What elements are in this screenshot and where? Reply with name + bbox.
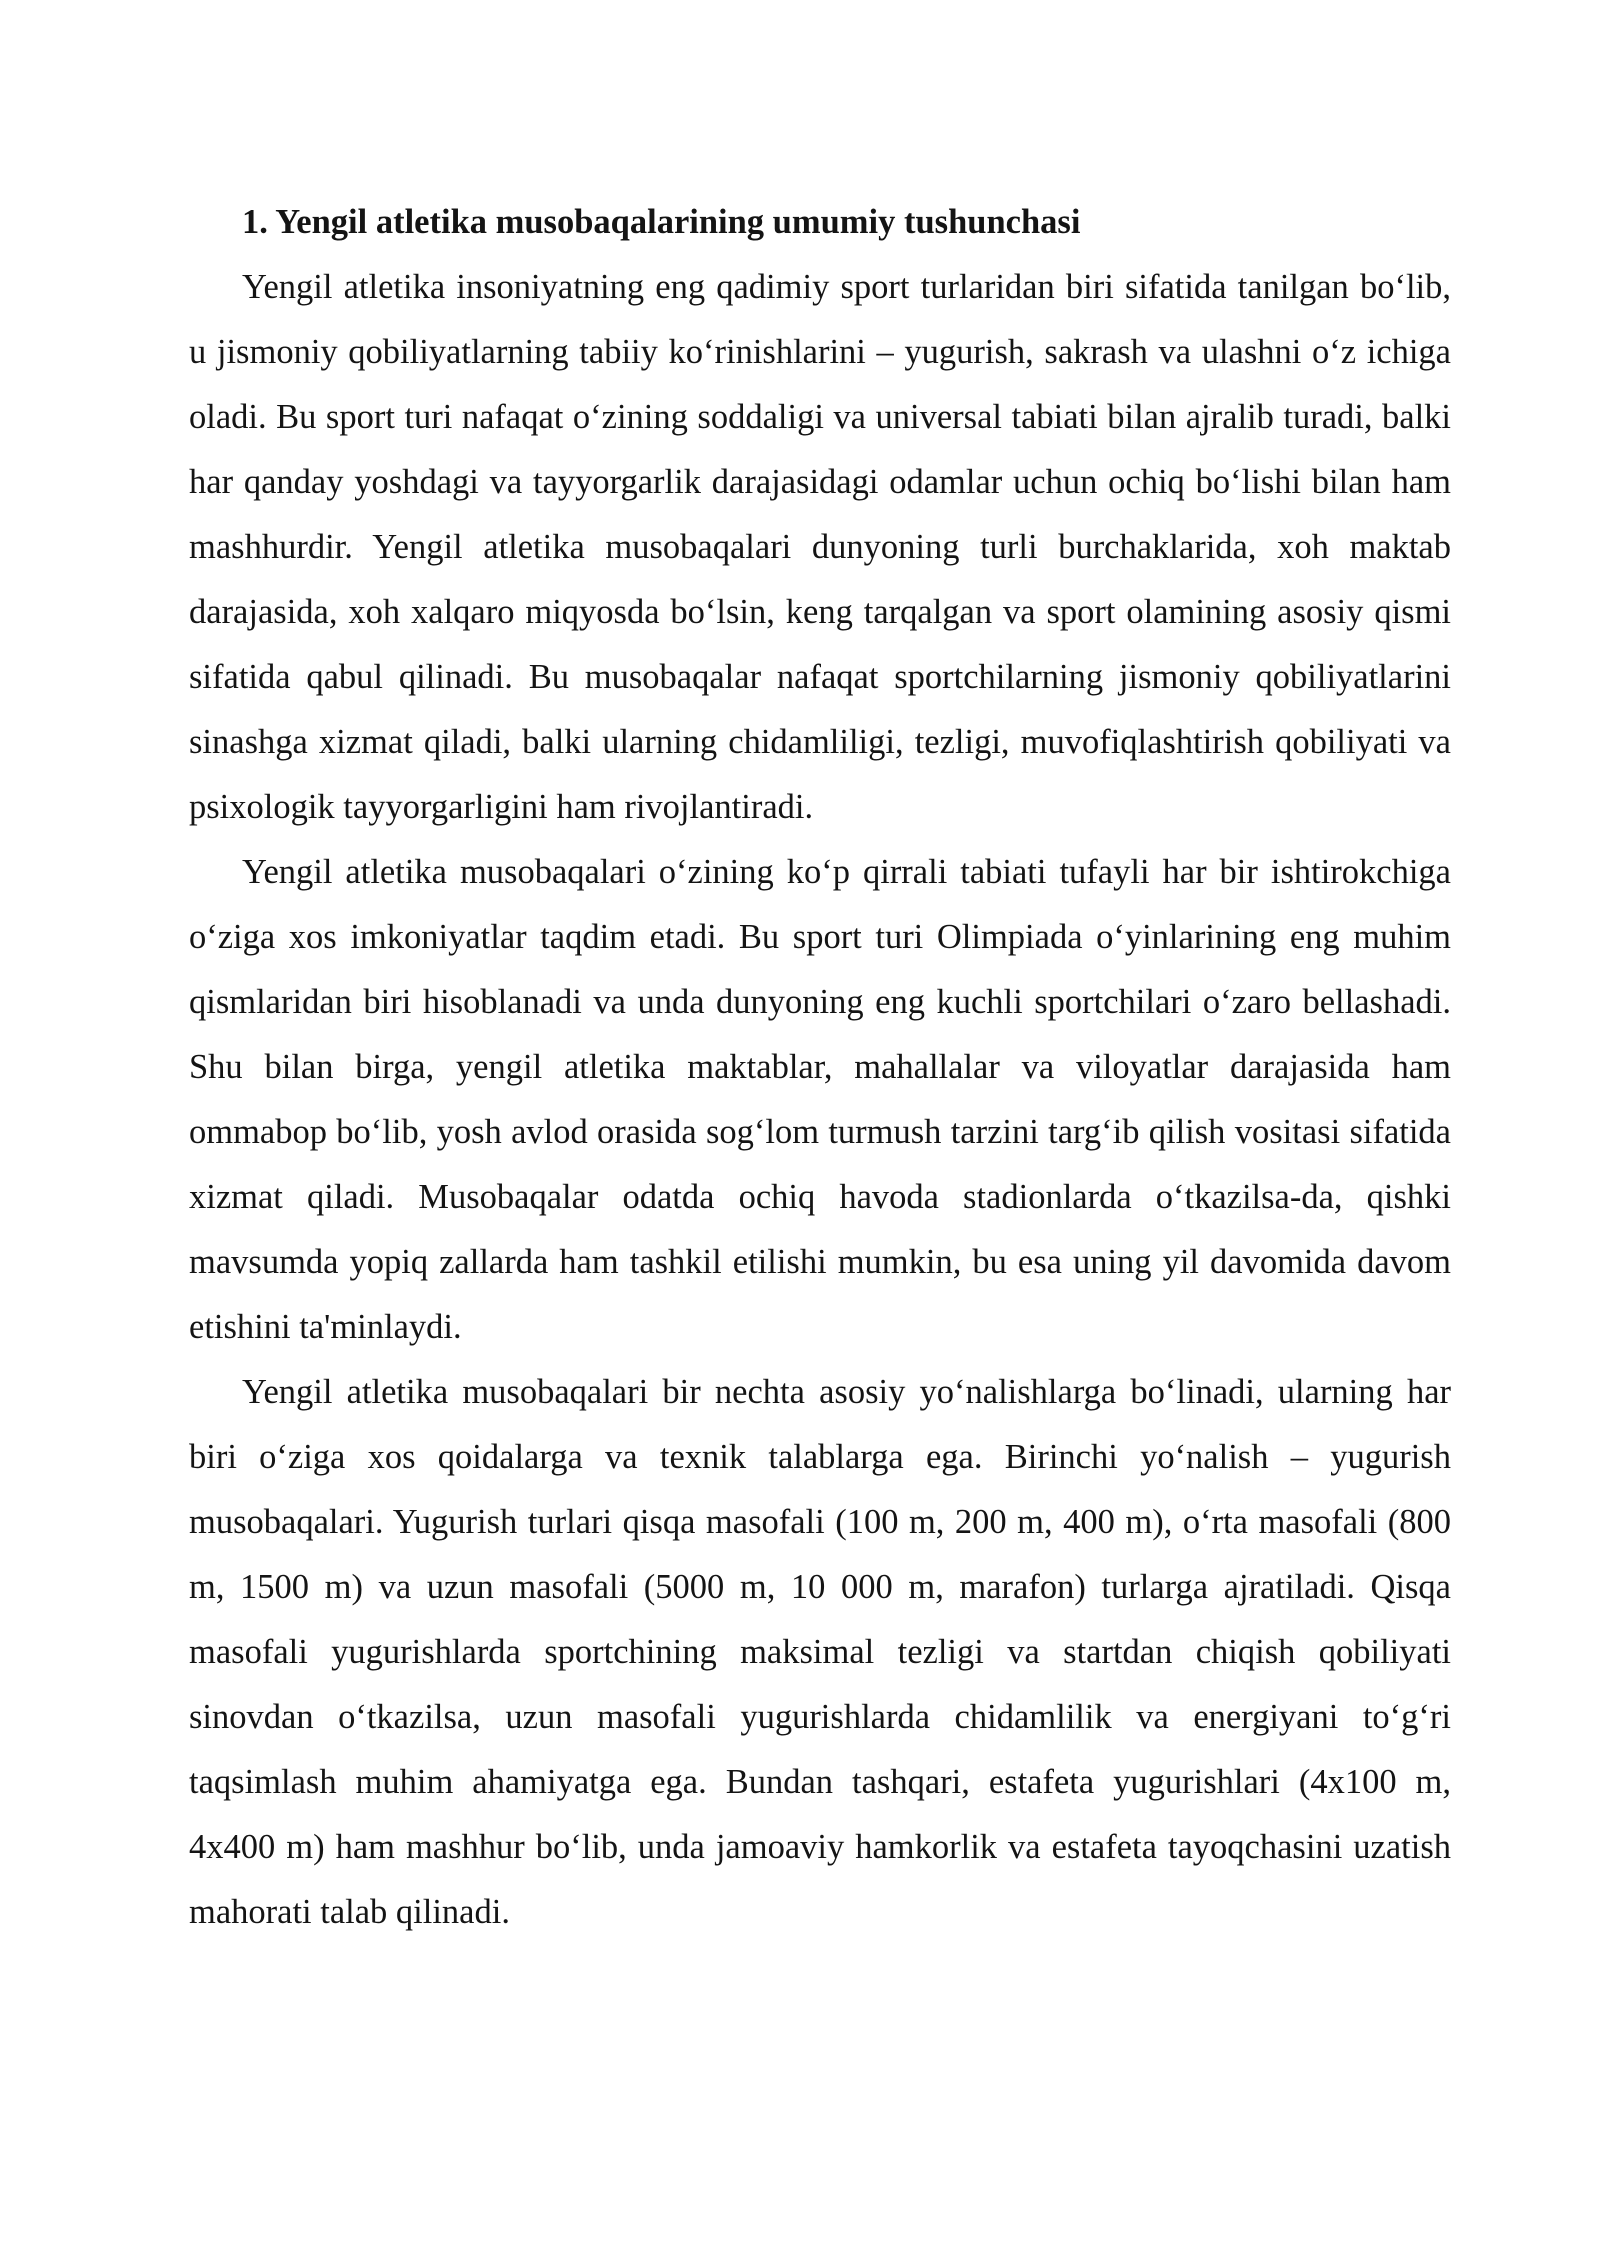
section-heading: 1. Yengil atletika musobaqalarining umumiy tushunchasi — [242, 203, 1081, 241]
document-body — [189, 190, 1451, 1945]
paragraph-3: Yengil atletika musobaqalari bir nechta asosiy yo‘nalishlarga bo‘linadi, ularning har biri o‘ziga xos qoidalarga va texnik talablarga ega. Birinchi yo‘nalish – yugurish musobaqalari. Yugurish turlari qisqa masofali (100 m, 200 m, 400 m), o‘rta masofali (800 m, 1500 m) va uzun masofali (5000 m, 10 000 m, marafon) turlarga ajratiladi. Qisqa masofali yugurishlarda sportchining maksimal tezligi va startdan chiqish qobiliyati sinovdan o‘tkazilsa, uzun masofali yugurishlarda chidamlilik va energiyani to‘g‘ri taqsimlash muhim ahamiyatga ega. Bundan tashqari, estafeta yugurishlari (4x100 m, 4x400 m) ham mashhur bo‘lib, unda jamoaviy hamkorlik va estafeta tayoqchasini uzatish mahorati talab qilinadi. — [189, 1373, 1451, 1931]
paragraph-1: Yengil atletika insoniyatning eng qadimiy sport turlaridan biri sifatida tanilgan bo‘lib, u jismoniy qobiliyatlarning tabiiy ko‘rinishlarini – yugurish, sakrash va ulashni o‘z ichiga oladi. Bu sport turi nafaqat o‘zining soddaligi va universal tabiati bilan ajralib turadi, balki har qanday yoshdagi va tayyorgarlik darajasidagi odamlar uchun ochiq bo‘lishi bilan ham mashhurdir. Yengil atletika musobaqalari dunyoning turli burchaklarida, xoh maktab darajasida, xoh xalqaro miqyosda bo‘lsin, keng tarqalgan va sport olamining asosiy qismi sifatida qabul qilinadi. Bu musobaqalar nafaqat sportchilarning jismoniy qobiliyatlarini sinashga xizmat qiladi, balki ularning chidamliligi, tezligi, muvofiqlashtirish qobiliyati va psixologik tayyorgarligini ham rivojlantiradi. — [189, 268, 1451, 826]
paragraph-2: Yengil atletika musobaqalari o‘zining ko‘p qirrali tabiati tufayli har bir ishtirokchiga o‘ziga xos imkoniyatlar taqdim etadi. Bu sport turi Olimpiada o‘yinlarining eng muhim qismlaridan biri hisoblanadi va unda dunyoning eng kuchli sportchilari o‘zaro bellashadi. Shu bilan birga, yengil atletika maktablar, mahallalar va viloyatlar darajasida ham ommabop bo‘lib, yosh avlod orasida sog‘lom turmush tarzini targ‘ib qilish vositasi sifatida xizmat qiladi. Musobaqalar odatda ochiq havoda stadionlarda o‘tkazilsa-da, qishki mavsumda yopiq zallarda ham tashkil etilishi mumkin, bu esa uning yil davomida davom etishini ta'minlaydi. — [189, 853, 1451, 1346]
